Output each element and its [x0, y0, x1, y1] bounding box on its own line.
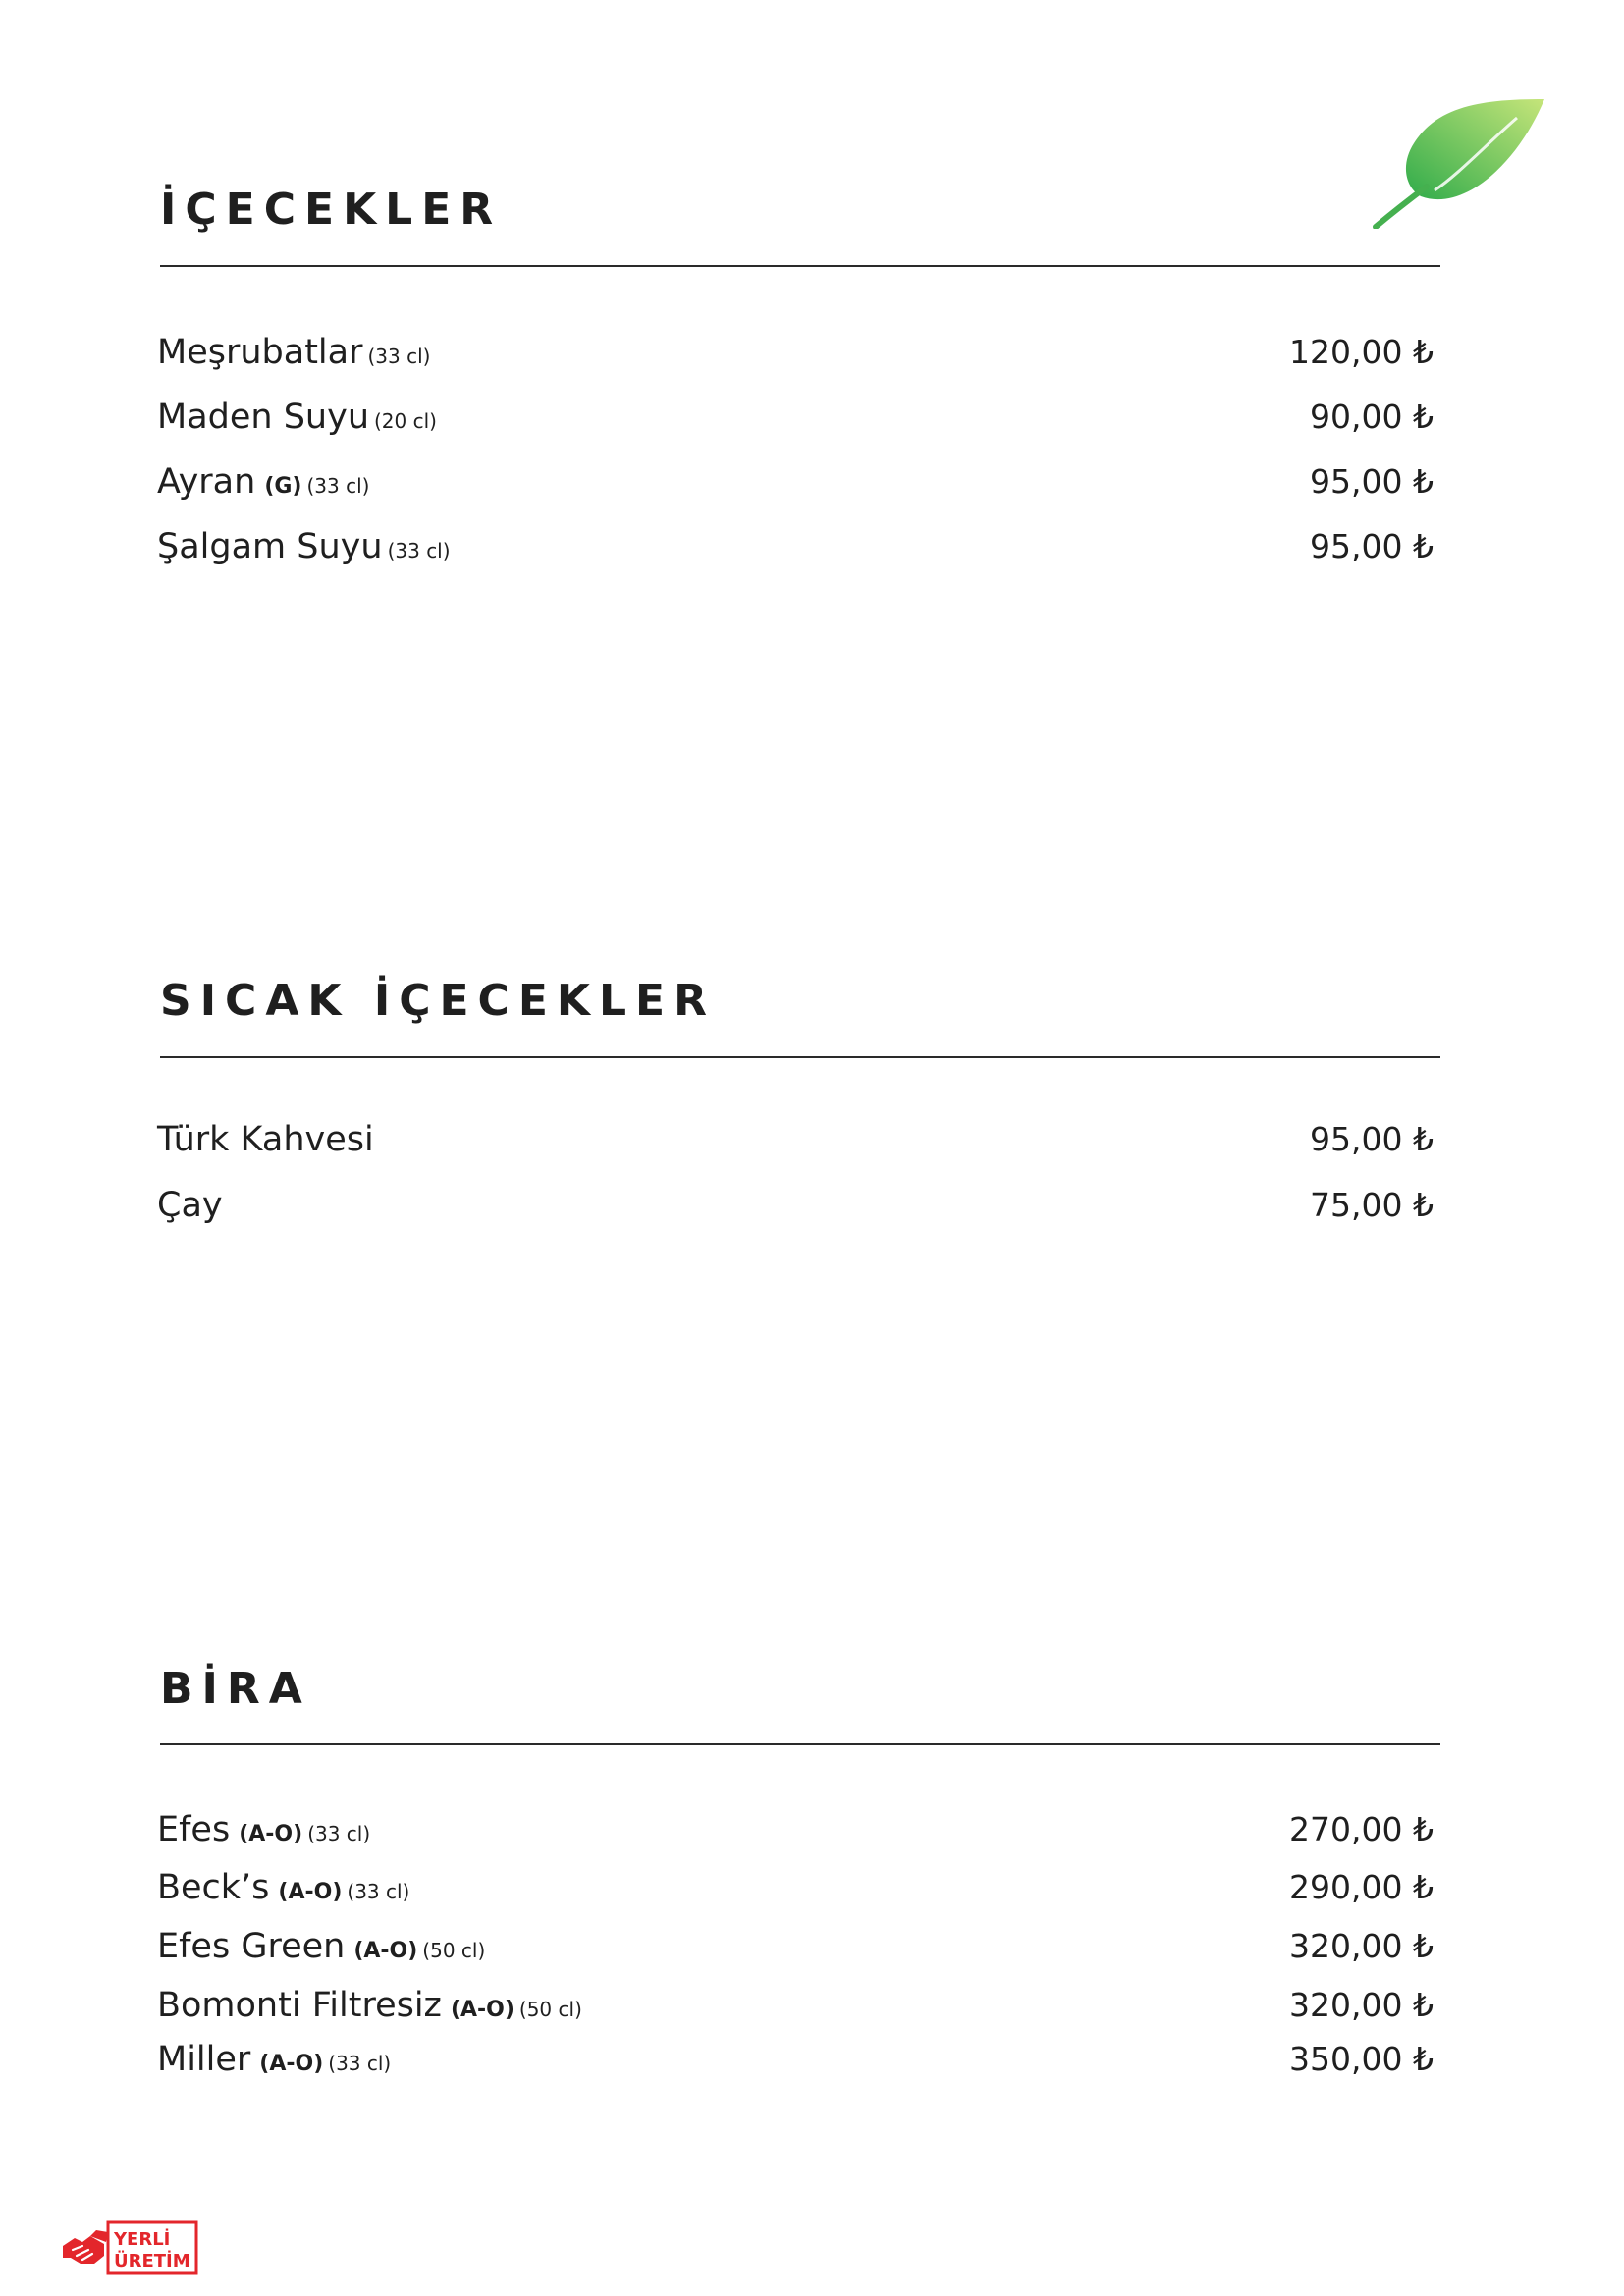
- logo-line1: YERLİ: [114, 2229, 171, 2250]
- item-tag: (G): [264, 474, 302, 499]
- item-tag: (A-O): [278, 1880, 343, 1904]
- item-price: 75,00 ₺: [1310, 1186, 1434, 1224]
- item-price: 320,00 ₺: [1289, 1986, 1434, 2024]
- item-size: (33 cl): [387, 539, 451, 562]
- item-price: 95,00 ₺: [1310, 1120, 1434, 1158]
- menu-item: [157, 527, 1434, 576]
- menu-item: [157, 1810, 1434, 1859]
- item-price: 90,00 ₺: [1310, 398, 1434, 436]
- handshake-icon: [63, 2230, 108, 2264]
- item-name: Efes Green: [157, 1927, 346, 1966]
- item-tag: (A-O): [450, 1998, 514, 2022]
- menu-item: [157, 1868, 1434, 1917]
- leaf-icon: [1370, 96, 1546, 229]
- menu-item: [157, 1120, 1434, 1169]
- item-tag: (A-O): [353, 1939, 418, 1963]
- menu-item: [157, 398, 1434, 447]
- item-price: 320,00 ₺: [1289, 1927, 1434, 1965]
- item-name: Şalgam Suyu: [157, 527, 383, 566]
- item-name: Türk Kahvesi: [157, 1120, 374, 1159]
- yerli-uretim-logo: [61, 2220, 198, 2275]
- menu-item: [157, 333, 1434, 382]
- item-price: 350,00 ₺: [1289, 2040, 1434, 2078]
- item-name: Çay: [157, 1186, 223, 1225]
- menu-item: [157, 2040, 1434, 2089]
- section-title: İÇECEKLER: [160, 185, 503, 235]
- item-tag: (A-O): [239, 1822, 303, 1846]
- menu-item: [157, 1986, 1434, 2035]
- item-size: (33 cl): [367, 345, 431, 368]
- section-divider: [160, 265, 1440, 267]
- item-size: (33 cl): [306, 474, 370, 498]
- item-price: 270,00 ₺: [1289, 1810, 1434, 1848]
- item-name: Maden Suyu: [157, 398, 369, 437]
- item-name: Beck’s: [157, 1868, 270, 1907]
- section-divider: [160, 1743, 1440, 1745]
- item-size: (50 cl): [422, 1939, 486, 1962]
- item-size: (50 cl): [518, 1998, 582, 2021]
- item-name: Miller: [157, 2040, 251, 2079]
- item-price: 95,00 ₺: [1310, 462, 1434, 501]
- item-price: 120,00 ₺: [1289, 333, 1434, 371]
- item-price: 95,00 ₺: [1310, 527, 1434, 565]
- section-title: BİRA: [160, 1664, 311, 1714]
- menu-item: [157, 1927, 1434, 1976]
- item-name: Bomonti Filtresiz: [157, 1986, 442, 2025]
- logo-line2: ÜRETİM: [114, 2251, 190, 2271]
- item-name: Meşrubatlar: [157, 333, 363, 372]
- item-name: Ayran: [157, 462, 256, 502]
- section-divider: [160, 1056, 1440, 1058]
- menu-item: [157, 462, 1434, 511]
- item-size: (33 cl): [347, 1880, 410, 1903]
- item-size: (20 cl): [374, 409, 437, 433]
- item-size: (33 cl): [328, 2052, 392, 2075]
- section-title: SICAK İÇECEKLER: [160, 976, 716, 1026]
- item-price: 290,00 ₺: [1289, 1868, 1434, 1906]
- item-size: (33 cl): [307, 1822, 371, 1845]
- item-tag: (A-O): [259, 2052, 324, 2076]
- menu-item: [157, 1186, 1434, 1235]
- item-name: Efes: [157, 1810, 231, 1849]
